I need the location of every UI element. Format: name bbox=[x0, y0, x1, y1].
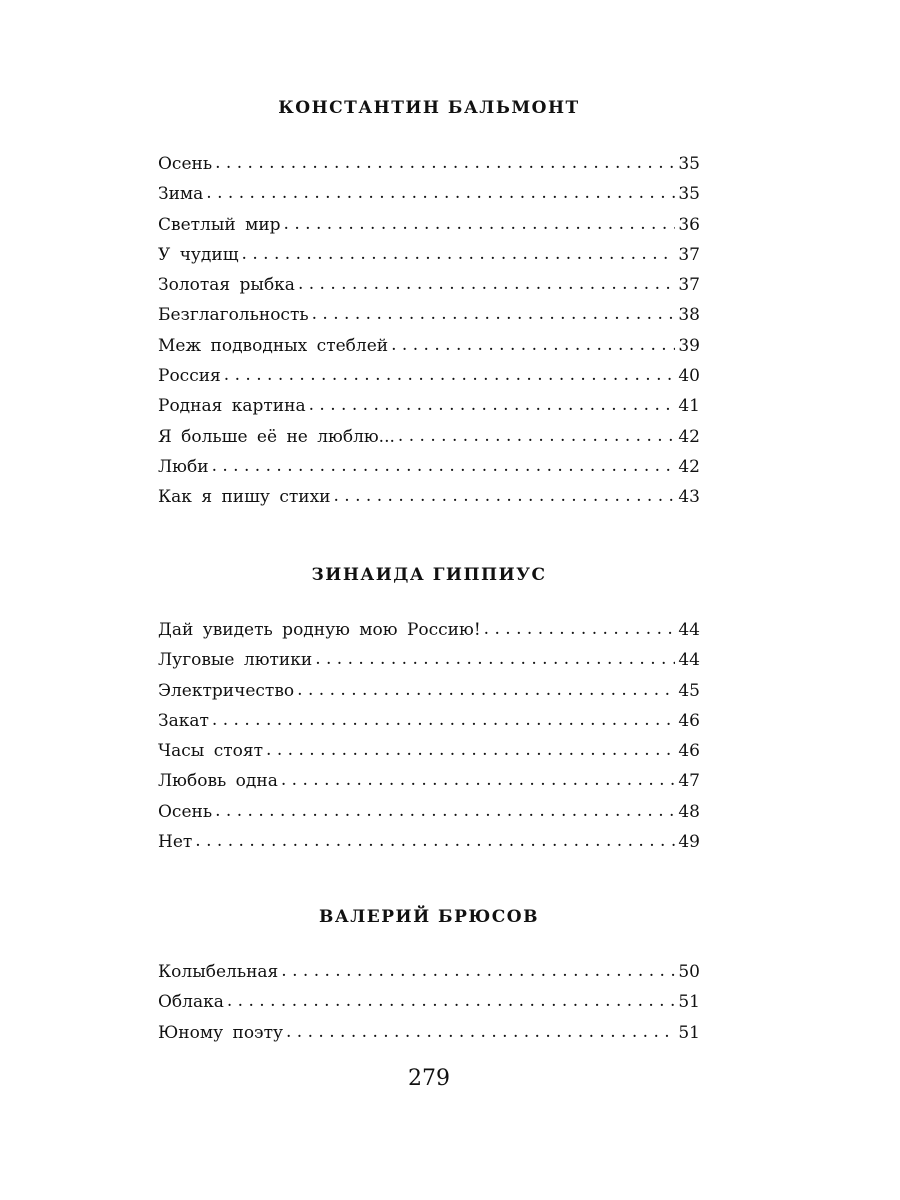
toc-entry bbox=[158, 331, 700, 361]
toc-entry bbox=[158, 736, 700, 766]
toc-entry-title: Осень bbox=[158, 154, 213, 174]
toc-entry-page: 39 bbox=[678, 335, 700, 356]
toc-entry-page: 41 bbox=[678, 396, 700, 417]
toc-entry bbox=[158, 361, 700, 391]
leader-dots bbox=[484, 614, 675, 644]
toc-entry-page: 38 bbox=[678, 305, 700, 326]
toc-entry bbox=[158, 1018, 700, 1048]
toc-entry-title: Часы стоят bbox=[158, 741, 264, 762]
toc-list-balmont bbox=[158, 149, 700, 513]
toc-entry-page: 51 bbox=[678, 1022, 700, 1043]
toc-entry-page: 46 bbox=[678, 710, 700, 731]
toc-entry-page: 44 bbox=[678, 650, 700, 671]
leader-dots bbox=[312, 299, 675, 329]
toc-entry-page: 47 bbox=[678, 771, 700, 792]
toc-entry-title: Меж подводных стеблей bbox=[158, 335, 389, 356]
toc-entry-page: 43 bbox=[678, 487, 700, 508]
toc-entry bbox=[158, 422, 700, 452]
toc-entry-page: 45 bbox=[678, 680, 700, 701]
toc-entry bbox=[158, 482, 700, 512]
leader-dots bbox=[298, 269, 675, 299]
leader-dots bbox=[334, 481, 676, 511]
leader-dots bbox=[224, 360, 675, 390]
leader-dots bbox=[281, 956, 675, 986]
toc-entry-page: 48 bbox=[678, 801, 700, 822]
toc-entry-title: Зима bbox=[158, 184, 204, 205]
toc-entry bbox=[158, 797, 700, 827]
toc-entry-title: Облака bbox=[158, 992, 224, 1013]
toc-entry-title: У чудищ bbox=[158, 244, 239, 265]
toc-entry-title: Золотая рыбка bbox=[158, 275, 295, 296]
toc-entry bbox=[158, 391, 700, 421]
section-title-balmont: КОНСТАНТИН БАЛЬМОНТ bbox=[278, 98, 580, 118]
toc-entry bbox=[158, 676, 700, 706]
toc-entry-page: 49 bbox=[678, 832, 700, 853]
toc-entry-page: 37 bbox=[678, 275, 700, 296]
leader-dots bbox=[398, 421, 675, 451]
leader-dots bbox=[284, 209, 675, 239]
toc-entry bbox=[158, 452, 700, 482]
toc-entry-page: 46 bbox=[678, 741, 700, 762]
toc-entry bbox=[158, 706, 700, 736]
toc-entry-title: Светлый мир bbox=[158, 214, 281, 235]
leader-dots bbox=[286, 1017, 675, 1047]
toc-entry-page: 40 bbox=[678, 366, 700, 387]
leader-dots bbox=[281, 765, 675, 795]
toc-entry-page: 50 bbox=[678, 962, 700, 982]
toc-entry bbox=[158, 270, 700, 300]
toc-entry-page: 36 bbox=[678, 214, 700, 235]
toc-entry-title: Луговые лютики bbox=[158, 650, 313, 671]
toc-entry-title: Родная картина bbox=[158, 396, 306, 417]
toc-entry bbox=[158, 766, 700, 796]
toc-list-gippius bbox=[158, 615, 700, 857]
toc-entry bbox=[158, 987, 700, 1017]
toc-entry-title: Колыбельная bbox=[158, 962, 279, 982]
toc-entry-page: 35 bbox=[678, 184, 700, 205]
toc-entry-title: Безглагольность bbox=[158, 305, 309, 326]
toc-entry bbox=[158, 210, 700, 240]
leader-dots bbox=[315, 644, 675, 674]
toc-entry-title: Россия bbox=[158, 366, 221, 387]
page-number: 279 bbox=[408, 1066, 450, 1091]
toc-entry bbox=[158, 645, 700, 675]
leader-dots bbox=[206, 178, 675, 208]
toc-entry-title: Как я пишу стихи bbox=[158, 487, 331, 508]
toc-entry-title: Юному поэту bbox=[158, 1022, 283, 1043]
leader-dots bbox=[215, 148, 675, 178]
toc-entry-title: Нет bbox=[158, 832, 193, 853]
toc-entry bbox=[158, 240, 700, 270]
toc-entry-page: 51 bbox=[678, 992, 700, 1013]
leader-dots bbox=[215, 796, 675, 826]
leader-dots bbox=[212, 451, 675, 481]
toc-entry-title: Я больше её не люблю... bbox=[158, 426, 395, 447]
section-title-bryusov: ВАЛЕРИЙ БРЮСОВ bbox=[319, 907, 539, 927]
toc-entry-title: Дай увидеть родную мою Россию! bbox=[158, 620, 481, 640]
toc-entry bbox=[158, 827, 700, 857]
leader-dots bbox=[266, 735, 675, 765]
toc-entry-title: Люби bbox=[158, 456, 209, 477]
toc-entry bbox=[158, 957, 700, 987]
toc-entry-title: Электричество bbox=[158, 680, 295, 701]
toc-entry-title: Любовь одна bbox=[158, 771, 278, 792]
toc-entry-page: 42 bbox=[678, 456, 700, 477]
toc-entry-page: 35 bbox=[678, 154, 700, 174]
toc-entry bbox=[158, 300, 700, 330]
toc-entry bbox=[158, 179, 700, 209]
leader-dots bbox=[227, 986, 675, 1016]
toc-entry bbox=[158, 149, 700, 179]
toc-entry-page: 42 bbox=[678, 426, 700, 447]
leader-dots bbox=[297, 675, 675, 705]
leader-dots bbox=[195, 826, 675, 856]
toc-entry-page: 37 bbox=[678, 244, 700, 265]
leader-dots bbox=[212, 705, 675, 735]
leader-dots bbox=[242, 239, 675, 269]
section-title-gippius: ЗИНАИДА ГИППИУС bbox=[311, 565, 547, 585]
toc-entry-title: Осень bbox=[158, 801, 213, 822]
leader-dots bbox=[391, 330, 675, 360]
toc-entry-title: Закат bbox=[158, 710, 209, 731]
toc-entry-page: 44 bbox=[678, 620, 700, 640]
toc-list-bryusov bbox=[158, 957, 700, 1048]
leader-dots bbox=[309, 390, 675, 420]
toc-entry bbox=[158, 615, 700, 645]
